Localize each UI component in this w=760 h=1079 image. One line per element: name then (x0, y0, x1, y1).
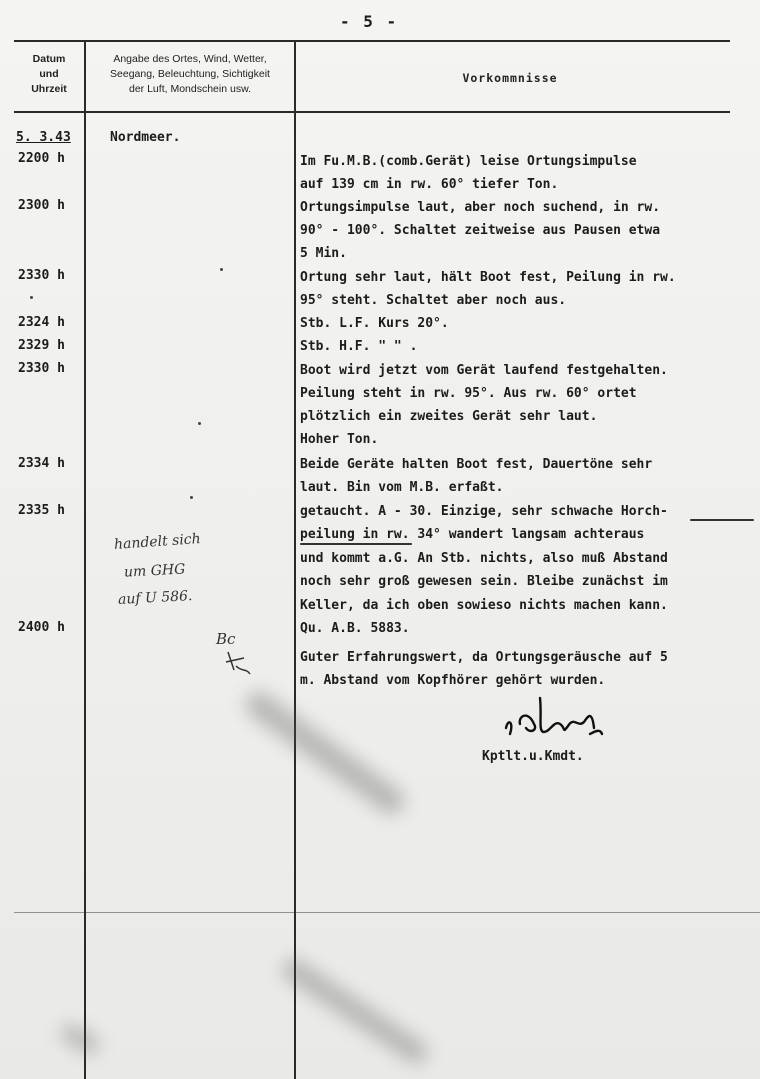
text-line: Boot wird jetzt vom Gerät laufend festgehalten. (300, 363, 668, 378)
text-line: 90° - 100°. Schaltet zeitweise aus Pausen etwa (300, 223, 661, 238)
smudge-mark (278, 954, 431, 1067)
top-rule (14, 40, 730, 42)
text-line: peilung in rw. 34° wandert langsam achteraus (300, 527, 645, 542)
time-2329: 2329 h (18, 338, 65, 353)
text-line: und kommt a.G. An Stb. nichts, also muß Abstand (300, 551, 668, 566)
time-2330-a: 2330 h (18, 268, 65, 283)
text-line: Keller, da ich oben sowieso nichts machen kann. (300, 598, 668, 613)
header-rule (14, 111, 730, 113)
speck (198, 422, 201, 425)
time-2330-b: 2330 h (18, 361, 65, 376)
margin-note-line1: handelt sich (113, 530, 202, 554)
text-line: Stb. L.F. Kurs 20°. (300, 316, 449, 331)
signature-title: Kptlt.u.Kmdt. (482, 749, 584, 764)
text-line: Qu. A.B. 5883. (300, 621, 410, 636)
smudge-mark (58, 1021, 102, 1057)
header-angabe (86, 52, 294, 97)
header-angabe-line2: Seegang, Beleuchtung, Sichtigkeit (110, 68, 270, 80)
text-line: m. Abstand vom Kopfhörer gehört wurden. (300, 673, 606, 688)
time-2334: 2334 h (18, 456, 65, 471)
header-angabe-line3: der Luft, Mondschein usw. (129, 83, 251, 95)
text-line: auf 139 cm in rw. 60° tiefer Ton. (300, 177, 559, 192)
text-line: laut. Bin vom M.B. erfaßt. (300, 480, 504, 495)
text-line: Hoher Ton. (300, 432, 379, 447)
text-line: 5 Min. (300, 246, 347, 261)
text-line: Stb. H.F. " " . (300, 339, 418, 354)
column-divider-2 (294, 40, 296, 1079)
column-divider-1 (84, 40, 86, 1079)
text-line: Guter Erfahrungswert, da Ortungsgeräusche auf 5 (300, 650, 668, 665)
faint-rule (14, 912, 760, 913)
text-line: Ortung sehr laut, hält Boot fest, Peilung in rw. (300, 270, 676, 285)
header-datum (14, 52, 84, 97)
header-vorkommnisse: Vorkommnisse (462, 71, 558, 85)
time-2200: 2200 h (18, 151, 65, 166)
smudge-mark (241, 687, 410, 820)
initials-scribble (222, 648, 258, 680)
time-2300: 2300 h (18, 198, 65, 213)
initials: Bc (216, 630, 236, 648)
header-datum-line3: Uhrzeit (31, 83, 67, 95)
text-line: Beide Geräte halten Boot fest, Dauertöne sehr (300, 457, 653, 472)
text-line: plötzlich ein zweites Gerät sehr laut. (300, 409, 598, 424)
header-datum-line2: und (39, 68, 59, 80)
speck (190, 496, 193, 499)
handwritten-underline (690, 519, 754, 521)
header-datum-line1: Datum (32, 53, 66, 65)
header-angabe-line1: Angabe des Ortes, Wind, Wetter, (113, 53, 267, 65)
time-2335: 2335 h (18, 503, 65, 518)
speck (30, 296, 33, 299)
margin-note-line2: um GHG (123, 561, 186, 581)
margin-note-line3: auf U 586. (117, 588, 193, 608)
commander-signature (494, 688, 614, 744)
text-line: 95° steht. Schaltet aber noch aus. (300, 293, 567, 308)
time-2400: 2400 h (18, 620, 65, 635)
page-number: - 5 - (340, 12, 399, 31)
text-line: Ortungsimpulse laut, aber noch suchend, in rw. (300, 200, 661, 215)
text-line: Im Fu.M.B.(comb.Gerät) leise Ortungsimpulse (300, 154, 637, 169)
text-line: Peilung steht in rw. 95°. Aus rw. 60° ortet (300, 386, 637, 401)
text-line: noch sehr groß gewesen sein. Bleibe zunächst im (300, 574, 668, 589)
text-line: getaucht. A - 30. Einzige, sehr schwache Horch- (300, 504, 668, 519)
entry-location: Nordmeer. (110, 130, 181, 145)
handwritten-underline (300, 543, 412, 545)
speck (220, 268, 223, 271)
time-2324: 2324 h (18, 315, 65, 330)
entry-date: 5. 3.43 (16, 130, 71, 145)
